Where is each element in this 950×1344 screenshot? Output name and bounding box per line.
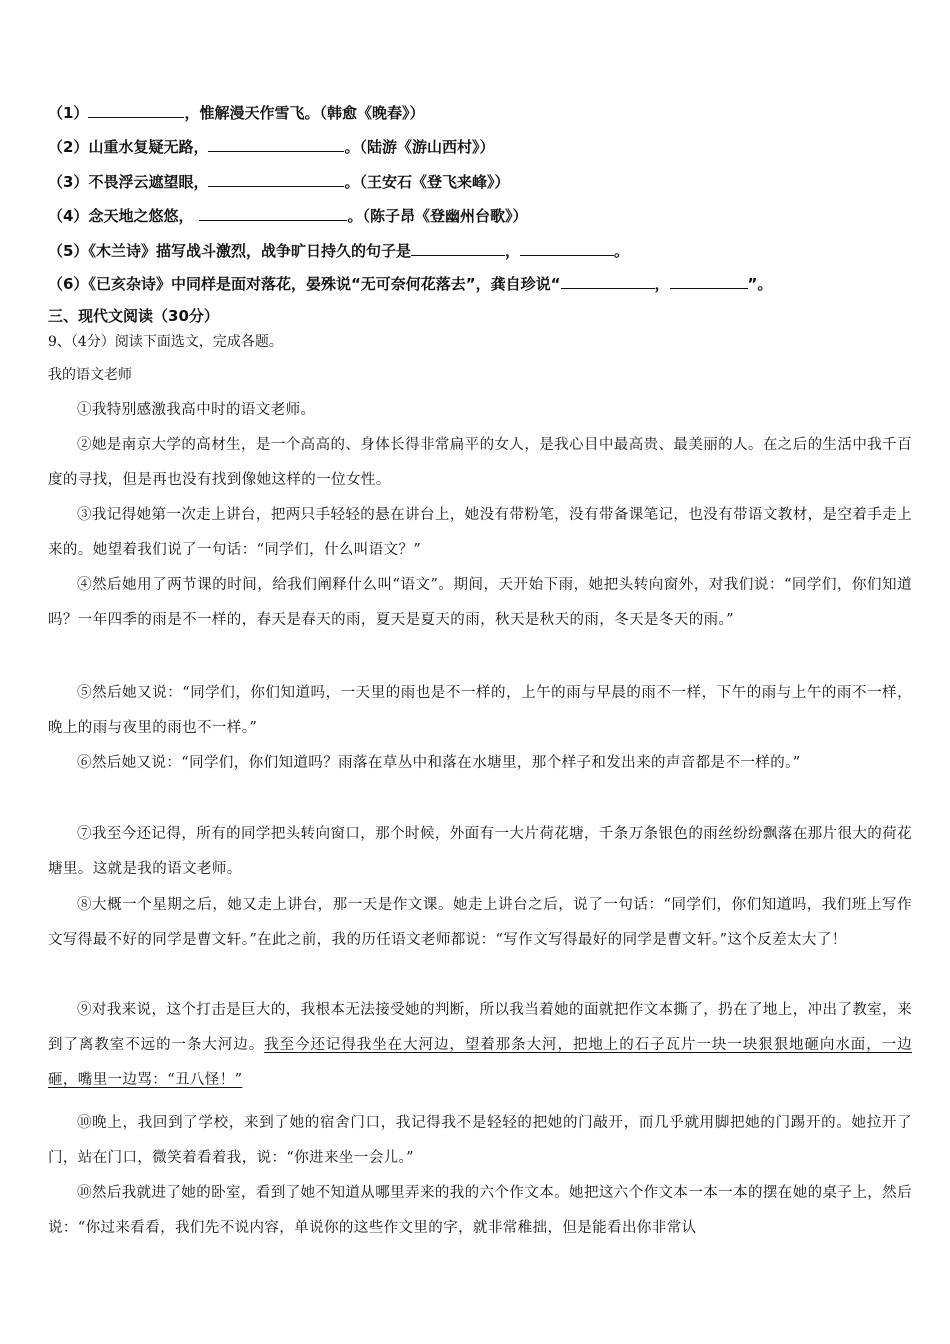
fill-blank-text-after: 。（陆游《游山西村》） — [344, 138, 495, 156]
fill-blank-1 — [48, 102, 424, 123]
fill-blank-number: （2） — [48, 138, 89, 156]
paragraph-9 — [48, 993, 912, 1098]
paragraph-6: ⑥然后她又说：“同学们，你们知道吗？雨落在草丛中和落在水塘里，那个样子和发出来的声音都是不一样的。” — [77, 755, 801, 771]
paragraph-9-text: ⑨对我来说，这个打击是巨大的，我根本无法接受她的判断，所以我当着她的面就把作文本撕了，扔在了地上，冲出了教室，来到了离教室不远的一条大河边。 — [48, 1002, 912, 1053]
answer-blank[interactable] — [208, 136, 344, 152]
paragraph-1: ①我特别感激我高中时的语文老师。 — [77, 402, 316, 418]
underlined-sentence: 我至今还记得我坐在大河边，望着那条大河，把地上的石子瓦片一块一块狠狠地砸向水面，一边砸，嘴里一边骂：“丑八怪！” — [48, 1037, 912, 1088]
article-title: 我的语文老师 — [48, 367, 132, 383]
question-instruction: 9、（4分）阅读下面选文，完成各题。 — [48, 334, 283, 350]
fill-blank-number: （1） — [48, 104, 89, 122]
paragraph-2: ②她是南京大学的高材生，是一个高高的、身体长得非常扁平的女人，是我心目中最高贵、最美丽的人。在之后的生活中我千百度的寻找，但是再也没有找到像她这样的一位女性。 — [48, 437, 912, 488]
fill-blank-5 — [48, 240, 629, 261]
fill-blank-text-before: 《木兰诗》描写战斗激烈，战争旷日持久的句子是 — [88, 242, 411, 260]
answer-blank[interactable] — [199, 205, 347, 221]
fill-blank-number: （6） — [48, 275, 89, 293]
answer-blank[interactable] — [520, 240, 614, 256]
fill-blank-4 — [48, 205, 527, 226]
answer-blank[interactable] — [208, 171, 344, 187]
paragraph-11: ⑩然后我就进了她的卧室，看到了她不知道从哪里弄来的我的六个作文本。她把这六个作文本一本一本的摆在她的桌子上，然后说：“你过来看看，我们先不说内容，单说你的这些作文里的字，就非常稚拙，但是能看出你非常认 — [48, 1185, 912, 1236]
fill-blank-3 — [48, 171, 509, 192]
answer-blank[interactable] — [88, 102, 184, 118]
fill-blank-text-before: 不畏浮云遮望眼， — [88, 173, 209, 191]
paragraph-10: ⑩晚上，我回到了学校，来到了她的宿舍门口，我记得我不是轻轻的把她的门敲开，而几乎就用脚把她的门踢开的。她拉开了门，站在门口，微笑着看着我，说：“你进来坐一会儿。” — [48, 1115, 912, 1166]
paragraph-5: ⑤然后她又说：“同学们，你们知道吗，一天里的雨也是不一样的，上午的雨与早晨的雨不一样，下午的雨与上午的雨不一样，晚上的雨与夜里的雨也不一样。” — [48, 685, 912, 736]
fill-blank-6 — [48, 273, 772, 294]
fill-blank-text: ，惟解漫天作雪飞。（韩愈《晚春》） — [184, 104, 425, 122]
fill-blank-text-after: 。（陈子昂《登幽州台歌》） — [347, 207, 528, 225]
paragraph-4: ④然后她用了两节课的时间，给我们阐释什么叫“语文”。期间，天开始下雨，她把头转向窗外，对我们说：“同学们，你们知道吗？一年四季的雨是不一样的，春天是春天的雨，夏天是夏天的雨，秋天是秋天的雨，冬天是冬天的雨。” — [48, 577, 912, 628]
fill-blank-number: （3） — [48, 173, 89, 191]
paragraph-8: ⑧大概一个星期之后，她又走上讲台，那一天是作文课。她走上讲台之后，说了一句话：“同学们，你们知道吗，我们班上写作文写得最不好的同学是曹文轩。”在此之前，我的历任语文老师都说：“写作文写得最好的同学是曹文轩。”这个反差太大了！ — [48, 897, 912, 948]
fill-blank-text-before: 山重水复疑无路， — [88, 138, 209, 156]
paragraph-3: ③我记得她第一次走上讲台，把两只手轻轻的悬在讲台上，她没有带粉笔，没有带备课笔记，也没有带语文教材，是空着手走上来的。她望着我们说了一句话：“同学们，什么叫语文？” — [48, 507, 912, 558]
fill-blank-2 — [48, 136, 494, 157]
answer-blank[interactable] — [670, 273, 748, 289]
paragraph-7: ⑦我至今还记得，所有的同学把头转向窗口，那个时候，外面有一大片荷花塘，千条万条银色的雨丝纷纷飘落在那片很大的荷花塘里。这就是我的语文老师。 — [48, 826, 912, 877]
fill-blank-text-before: 念天地之悠悠， — [88, 207, 194, 225]
fill-blank-text-before: 《已亥杂诗》中同样是面对落花，晏殊说“无可奈何花落去”，龚自珍说“ — [88, 275, 561, 293]
fill-blank-text-after: 。（王安石《登飞来峰》） — [344, 173, 510, 191]
answer-blank[interactable] — [411, 240, 505, 256]
fill-blank-number: （5） — [48, 242, 89, 260]
fill-blank-separator: ， — [504, 242, 520, 260]
answer-blank[interactable] — [561, 273, 655, 289]
section-title: 三、现代文阅读（30分） — [48, 307, 219, 325]
fill-blank-number: （4） — [48, 207, 89, 225]
fill-blank-text-after: 。 — [613, 242, 629, 260]
fill-blank-separator: ， — [654, 275, 670, 293]
fill-blank-text-after: ”。 — [747, 275, 773, 293]
